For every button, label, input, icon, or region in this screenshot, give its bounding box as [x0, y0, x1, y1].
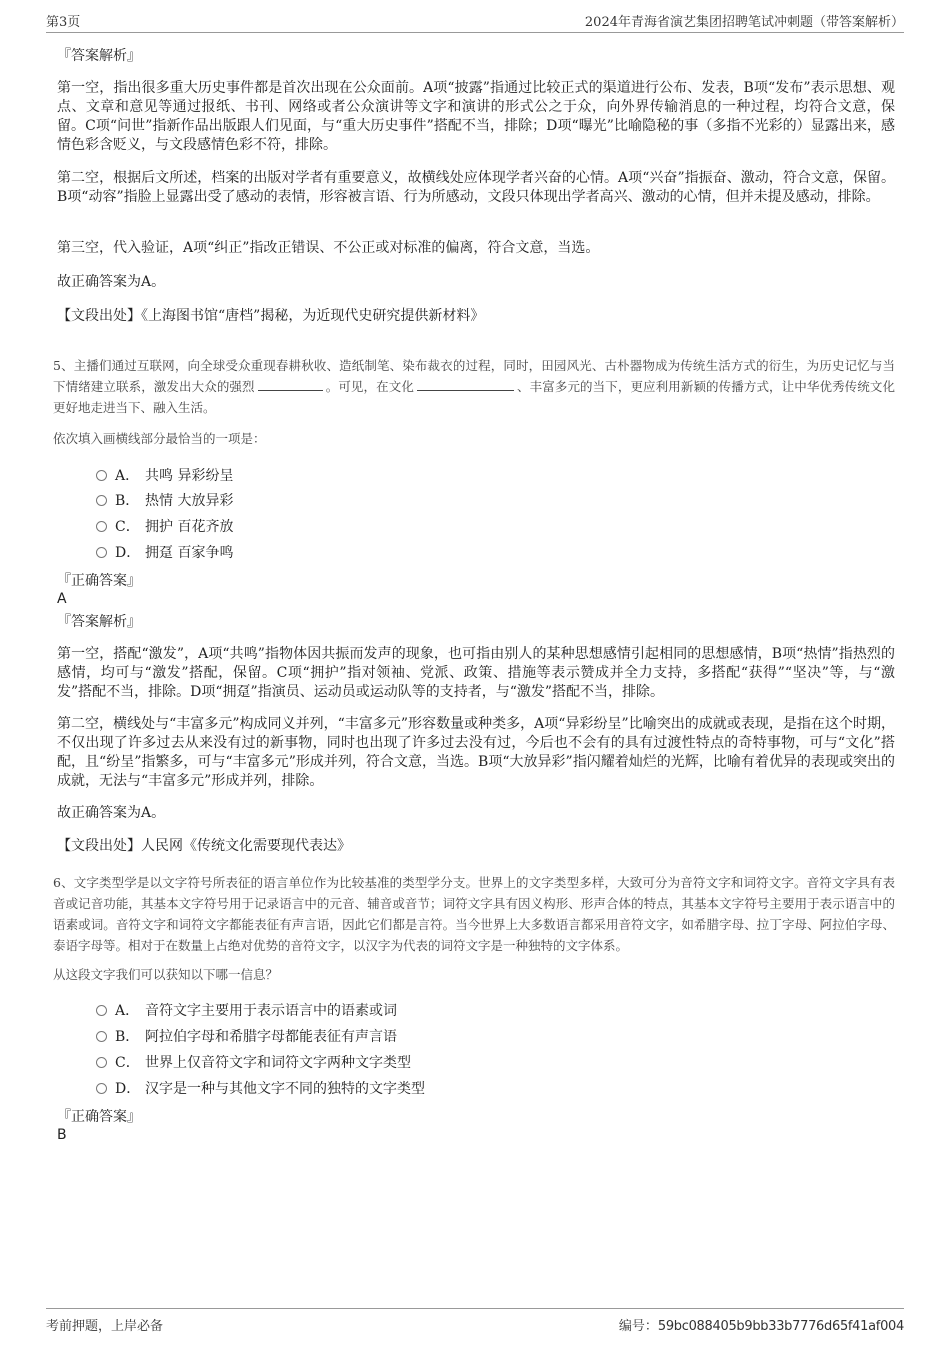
source-citation: 【文段出处】《上海图书馆“唐档”揭秘，为近现代史研究提供新材料》 [57, 308, 485, 324]
correct-answer: B [57, 1127, 67, 1143]
source-citation: 【文段出处】人民网《传统文化需要现代表达》 [57, 838, 351, 854]
radio-icon[interactable] [96, 470, 107, 481]
analysis-conclusion: 故正确答案为A。 [57, 805, 166, 821]
analysis-label: 『答案解析』 [57, 614, 141, 630]
document-title: 2024年青海省演艺集团招聘笔试冲刺题（带答案解析） [584, 15, 904, 30]
document-id: 编号：59bc088405b9bb33b7776d65f41af004 [618, 1319, 904, 1334]
radio-icon[interactable] [96, 1031, 107, 1042]
analysis-paragraph: 第一空，指出很多重大历史事件都是首次出现在公众面前。A项“披露”指通过比较正式的渠道进行公布、发表，B项“发布”表示思想、观点、文章和意见等通过报纸、书刊、网络或者公众演讲等文字和演讲的形式公之于众，向外界传输消息的一种过程，均符合文意，保留。C项“问世”指新作品出版跟人们见面，与“重大历史事件”搭配不当，排除；D项“曝光”比喻隐秘的事（多指不光彩的）显露出来，感情色彩含贬义，与文段感情色彩不符，排除。 [57, 80, 895, 153]
page-header [46, 12, 904, 33]
answer-label: 『正确答案』 [57, 1109, 141, 1125]
question-6-text: 6、文字类型学是以文字符号所表征的语言单位作为比较基准的类型学分支。世界上的文字类型多样，大致可分为音符文字和词符文字。音符文字具有表音或记音功能，其基本文字符号用于记录语言中的元音、辅音或音节；词符文字具有因义构形、形声合体的特点，其基本文字符号主要用于表示语言中的语素或词。音符文字和词符文字都能表征有声言语，因此它们都是言符。当今世界上大多数语言都采用音符文字，如希腊字母、拉丁字母、阿拉伯字母、泰语字母等。相对于在数量上占绝对优势的音符文字，以汉字为代表的词符文字是一种独特的文字体系。 [53, 875, 895, 953]
analysis-paragraph: 第二空，根据后文所述，档案的出版对学者有重要意义，故横线处应体现学者兴奋的心情。A项“兴奋”指振奋、激动，符合文意，保留。B项“动容”指脸上显露出受了感动的表情，形容被言语、行为所感动，文段只体现出学者高兴、激动的心情，但并未提及感动，排除。 [57, 170, 895, 205]
radio-icon[interactable] [96, 1005, 107, 1016]
correct-answer: A [57, 591, 67, 607]
page-number: 第3页 [46, 15, 81, 30]
analysis-paragraph: 第一空，搭配“激发”，A项“共鸣”指物体因共振而发声的现象，也可指由别人的某种思想感情引起相同的思想感情，B项“热情”指热烈的感情，均可与“激发”搭配，保留。C项“拥护”指对领袖、党派、政策、措施等表示赞成并全力支持，多搭配“获得”“坚决”等，与“激发”搭配不当，排除。D项“拥趸”指演员、运动员或运动队等的支持者，与“激发”搭配不当，排除。 [57, 646, 895, 700]
radio-icon[interactable] [96, 547, 107, 558]
fill-blank [417, 377, 514, 391]
question-5-prompt: 依次填入画横线部分最恰当的一项是： [53, 431, 266, 446]
question-5-text: 5、主播们通过互联网，向全球受众重现春耕秋收、造纸制笔、染布裁衣的过程，同时，田园风光、古朴器物成为传统生活方式的衍生，为历史记忆与当下情绪建立联系，激发出大众的强烈 。可见，在文化 、丰富多元的当下，更应利用新颖的传播方式，让中华优秀传统文化更好地走进当下、融入生活。 [53, 358, 895, 415]
footer-slogan: 考前押题，上岸必备 [46, 1319, 164, 1334]
radio-icon[interactable] [96, 1057, 107, 1068]
analysis-label: 『答案解析』 [57, 48, 141, 64]
answer-label: 『正确答案』 [57, 573, 141, 589]
option-a[interactable]: A． 音符文字主要用于表示语言中的语素或词 [96, 1000, 397, 1022]
analysis-conclusion: 故正确答案为A。 [57, 274, 166, 290]
option-c[interactable]: C． 世界上仅音符文字和词符文字两种文字类型 [96, 1052, 411, 1074]
page-footer [46, 1308, 904, 1334]
radio-icon[interactable] [96, 495, 107, 506]
option-a[interactable]: A． 共鸣 异彩纷呈 [96, 465, 233, 487]
option-d[interactable]: D． 拥趸 百家争鸣 [96, 542, 233, 564]
option-b[interactable]: B． 热情 大放异彩 [96, 490, 233, 512]
fill-blank [258, 377, 323, 391]
question-6-prompt: 从这段文字我们可以获知以下哪一信息？ [53, 967, 279, 982]
analysis-paragraph: 第三空，代入验证，A项“纠正”指改正错误、不公正或对标准的偏离，符合文意，当选。 [57, 240, 600, 256]
option-b[interactable]: B． 阿拉伯字母和希腊字母都能表征有声言语 [96, 1026, 397, 1048]
option-d[interactable]: D． 汉字是一种与其他文字不同的独特的文字类型 [96, 1078, 425, 1100]
option-c[interactable]: C． 拥护 百花齐放 [96, 516, 233, 538]
analysis-paragraph: 第二空，横线处与“丰富多元”构成同义并列，“丰富多元”形容数量或种类多，A项“异彩纷呈”比喻突出的成就或表现，是指在这个时期，不仅出现了许多过去从来没有过的新事物，同时也出现了许多过去没有过，今后也不会有的具有过渡性特点的奇特事物，可与“文化”搭配，且“纷呈”指繁多，可与“丰富多元”形成并列，符合文意，当选。B项“大放异彩”指闪耀着灿烂的光辉，比喻有着优异的表现或突出的成就，无法与“丰富多元”形成并列，排除。 [57, 716, 895, 789]
radio-icon[interactable] [96, 1083, 107, 1094]
radio-icon[interactable] [96, 521, 107, 532]
